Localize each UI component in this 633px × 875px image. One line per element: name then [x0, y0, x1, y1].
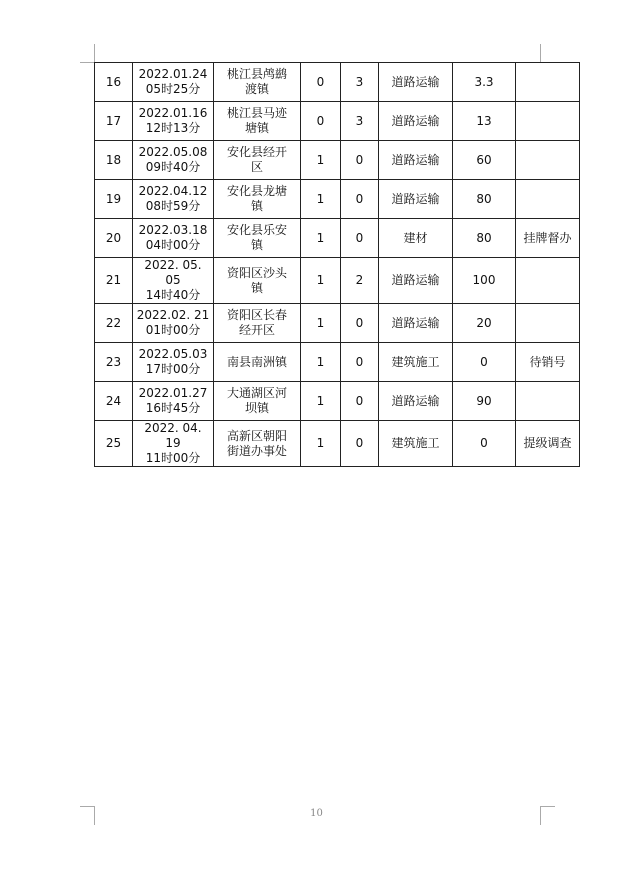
- note-cell: [516, 141, 580, 180]
- row-number: 18: [95, 141, 133, 180]
- location-cell: 资阳区长春 经开区: [214, 304, 301, 343]
- note-cell: [516, 258, 580, 304]
- count-b-cell: 0: [341, 141, 379, 180]
- row-number: 25: [95, 421, 133, 467]
- corner-mark-top-right: [540, 44, 555, 63]
- table-row: [95, 343, 580, 382]
- location-cell: 桃江县马迹 塘镇: [214, 102, 301, 141]
- time-cell: 2022.02. 21 01时00分: [133, 304, 214, 343]
- value-cell: 90: [453, 382, 516, 421]
- count-a-cell: 0: [301, 63, 341, 102]
- count-a-cell: 1: [301, 258, 341, 304]
- value-cell: 60: [453, 141, 516, 180]
- table-row: [95, 219, 580, 258]
- count-a-cell: 1: [301, 141, 341, 180]
- count-a-cell: 1: [301, 180, 341, 219]
- industry-cell: 建筑施工: [379, 343, 453, 382]
- row-number: 20: [95, 219, 133, 258]
- industry-cell: 道路运输: [379, 63, 453, 102]
- note-cell: 待销号: [516, 343, 580, 382]
- table-row: [95, 141, 580, 180]
- count-a-cell: 0: [301, 102, 341, 141]
- note-cell: [516, 180, 580, 219]
- table-row: [95, 304, 580, 343]
- location-cell: 大通湖区河 坝镇: [214, 382, 301, 421]
- value-cell: 80: [453, 219, 516, 258]
- value-cell: 0: [453, 343, 516, 382]
- time-cell: 2022. 05. 05 14时40分: [133, 258, 214, 304]
- accident-table: [94, 62, 580, 467]
- row-number: 16: [95, 63, 133, 102]
- value-cell: 80: [453, 180, 516, 219]
- time-cell: 2022.04.12 08时59分: [133, 180, 214, 219]
- industry-cell: 道路运输: [379, 141, 453, 180]
- count-b-cell: 0: [341, 219, 379, 258]
- time-cell: 2022.01.27 16时45分: [133, 382, 214, 421]
- industry-cell: 建材: [379, 219, 453, 258]
- time-cell: 2022.01.24 05时25分: [133, 63, 214, 102]
- table-row: [95, 102, 580, 141]
- table-row: [95, 180, 580, 219]
- corner-mark-top-left: [80, 44, 95, 63]
- count-b-cell: 0: [341, 343, 379, 382]
- count-b-cell: 2: [341, 258, 379, 304]
- note-cell: [516, 63, 580, 102]
- location-cell: 资阳区沙头 镇: [214, 258, 301, 304]
- note-cell: [516, 102, 580, 141]
- value-cell: 100: [453, 258, 516, 304]
- row-number: 24: [95, 382, 133, 421]
- industry-cell: 道路运输: [379, 382, 453, 421]
- time-cell: 2022.05.03 17时00分: [133, 343, 214, 382]
- note-cell: 挂牌督办: [516, 219, 580, 258]
- location-cell: 高新区朝阳 街道办事处: [214, 421, 301, 467]
- location-cell: 安化县经开 区: [214, 141, 301, 180]
- row-number: 22: [95, 304, 133, 343]
- count-b-cell: 3: [341, 63, 379, 102]
- note-cell: [516, 382, 580, 421]
- count-a-cell: 1: [301, 219, 341, 258]
- row-number: 19: [95, 180, 133, 219]
- time-cell: 2022.05.08 09时40分: [133, 141, 214, 180]
- row-number: 23: [95, 343, 133, 382]
- table-row: [95, 258, 580, 304]
- table-row: [95, 382, 580, 421]
- page-number: 10: [310, 808, 323, 819]
- table-row: [95, 63, 580, 102]
- time-cell: 2022.03.18 04时00分: [133, 219, 214, 258]
- row-number: 17: [95, 102, 133, 141]
- table-row: [95, 421, 580, 467]
- count-b-cell: 0: [341, 304, 379, 343]
- count-a-cell: 1: [301, 304, 341, 343]
- count-b-cell: 0: [341, 421, 379, 467]
- value-cell: 0: [453, 421, 516, 467]
- value-cell: 20: [453, 304, 516, 343]
- industry-cell: 道路运输: [379, 258, 453, 304]
- count-b-cell: 0: [341, 180, 379, 219]
- value-cell: 13: [453, 102, 516, 141]
- row-number: 21: [95, 258, 133, 304]
- industry-cell: 建筑施工: [379, 421, 453, 467]
- count-a-cell: 1: [301, 382, 341, 421]
- value-cell: 3.3: [453, 63, 516, 102]
- location-cell: 桃江县鸬鹚 渡镇: [214, 63, 301, 102]
- time-cell: 2022. 04. 19 11时00分: [133, 421, 214, 467]
- location-cell: 安化县龙塘 镇: [214, 180, 301, 219]
- note-cell: 提级调查: [516, 421, 580, 467]
- time-cell: 2022.01.16 12时13分: [133, 102, 214, 141]
- industry-cell: 道路运输: [379, 304, 453, 343]
- count-b-cell: 3: [341, 102, 379, 141]
- count-a-cell: 1: [301, 343, 341, 382]
- count-b-cell: 0: [341, 382, 379, 421]
- industry-cell: 道路运输: [379, 180, 453, 219]
- industry-cell: 道路运输: [379, 102, 453, 141]
- location-cell: 南县南洲镇: [214, 343, 301, 382]
- count-a-cell: 1: [301, 421, 341, 467]
- note-cell: [516, 304, 580, 343]
- location-cell: 安化县乐安 镇: [214, 219, 301, 258]
